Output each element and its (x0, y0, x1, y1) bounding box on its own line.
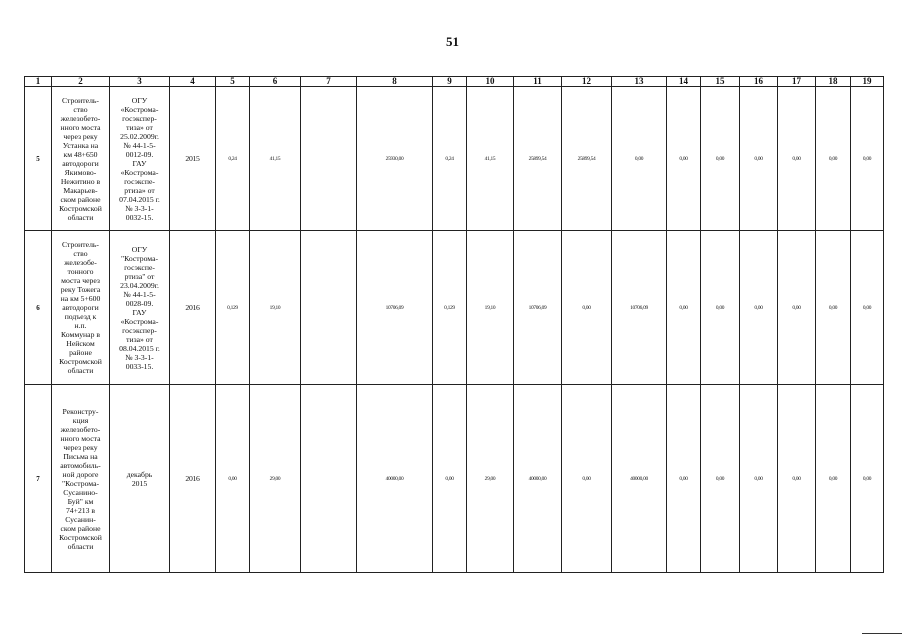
cell-text-line: «Кострома- (120, 316, 159, 326)
cell-text-line: Устанка на (62, 140, 99, 150)
cell-value: 0,00 (562, 231, 612, 385)
cell-text-line: кция (72, 415, 89, 425)
col-header: 17 (778, 77, 816, 87)
cell-value: 0,24 (216, 87, 250, 231)
page-number: 51 (446, 34, 459, 49)
col-header: 13 (612, 77, 667, 87)
cell-text-line: № 3-3-1- (125, 352, 154, 362)
row-number: 5 (25, 87, 52, 231)
cell-value: 0,00 (612, 87, 667, 231)
cell-text-line: «Кострома- (120, 167, 159, 177)
col-header: 7 (301, 77, 357, 87)
cell-text-line: Буй" км (67, 496, 94, 506)
col-header: 11 (514, 77, 562, 87)
cell-text-line: железобе- (64, 258, 97, 267)
bottom-edge-line (862, 633, 902, 635)
cell-value: 0,00 (667, 385, 701, 573)
cell-value (301, 87, 357, 231)
cell-text-line: госэкспер- (122, 113, 157, 123)
cell-text-line: госэкспе- (124, 262, 155, 272)
col-header: 15 (701, 77, 740, 87)
cell-value: 25899,54 (562, 87, 612, 231)
cell-text-line: ГАУ (132, 158, 147, 168)
cell-text-line: тиза» от (126, 334, 153, 344)
cell-value: 25930,00 (357, 87, 433, 231)
cell-text-line: 0028-09. (125, 298, 154, 308)
cell-value: 0,00 (778, 231, 816, 385)
cell-value: 0,00 (701, 385, 740, 573)
col-header: 4 (170, 77, 216, 87)
cell-text-line: Нежитино в (60, 176, 101, 186)
cell-value: 0,00 (816, 385, 851, 573)
cell-text-line: "Кострома- (120, 253, 159, 263)
cell-value: 29,00 (250, 385, 301, 573)
cell-text-line: ОГУ (131, 95, 148, 105)
cell-value: 0,00 (851, 87, 884, 231)
col-header: 9 (433, 77, 467, 87)
cell-text-line: тонного (67, 267, 94, 276)
col-header: 1 (25, 77, 52, 87)
cell-value: 19,10 (250, 231, 301, 385)
cell-value: 2015 (170, 87, 216, 231)
table-row (25, 87, 884, 231)
cell-value: 25899,54 (514, 87, 562, 231)
cell-text-line: моста через (61, 276, 100, 285)
cell-text-line: госэкспер- (122, 325, 157, 335)
cell-text-line: Макарьев- (63, 185, 98, 195)
col-header: 6 (250, 77, 301, 87)
cell-text-line: автодороги (62, 158, 99, 168)
cell-value: 0,00 (667, 231, 701, 385)
cell-value: 0,00 (740, 385, 778, 573)
cell-text-line: 25.02.2009г. (120, 131, 159, 141)
cell-text-line: Сусанин- (65, 514, 96, 524)
cell-value (301, 385, 357, 573)
cell-text-line: 08.04.2015 г. (119, 343, 160, 353)
cell-value: 29,00 (467, 385, 514, 573)
col-header: 2 (52, 77, 110, 87)
cell-value: 0,00 (816, 231, 851, 385)
cell-text-line: декабрь (126, 469, 153, 479)
cell-text-line: ртиза" от (124, 271, 155, 281)
cell-text-line: ском районе (60, 194, 101, 204)
cell-value: 10706,09 (514, 231, 562, 385)
cell-value: 2016 (170, 231, 216, 385)
cell-text-line: железобето- (60, 424, 101, 434)
cell-text-line: 0032-15. (125, 212, 154, 222)
cell-text-line: Костромской (59, 532, 102, 542)
cell-text-line: автодороги (62, 303, 99, 312)
cell-value: 0,00 (433, 385, 467, 573)
cell-value: 19,10 (467, 231, 514, 385)
cell-value: 41,15 (467, 87, 514, 231)
cell-value: 0,00 (701, 231, 740, 385)
cell-value (301, 231, 357, 385)
row-number: 7 (25, 385, 52, 573)
cell-value: 0,24 (433, 87, 467, 231)
cell-text-line: ртиза» от (124, 185, 155, 195)
cell-text-line: железобето- (60, 113, 101, 123)
cell-text-line: 23.04.2009г. (120, 280, 159, 290)
cell-value: 10706,09 (612, 231, 667, 385)
cell-text-line: № 44-1-5- (123, 140, 156, 150)
cell-text-line: районе (69, 348, 92, 357)
cell-text-line: области (67, 541, 94, 551)
cell-text-line: ском районе (60, 523, 101, 533)
cell-text-line: Сусанино- (63, 487, 98, 497)
cell-text-line: 74+213 в (65, 505, 96, 515)
cell-text-line: области (67, 212, 94, 222)
cell-text-line: Строитель- (62, 240, 99, 249)
col-header: 16 (740, 77, 778, 87)
col-header: 14 (667, 77, 701, 87)
cell-value: 2016 (170, 385, 216, 573)
cell-value: 0,129 (216, 231, 250, 385)
cell-text-line: н.п. (74, 321, 87, 330)
cell-text-line: Письма на (63, 451, 98, 461)
object-name (52, 87, 110, 231)
cell-text-line: нного моста (60, 122, 101, 132)
table-row (25, 385, 884, 573)
cell-text-line: Коммунар в (61, 330, 100, 339)
cell-value: 0,129 (433, 231, 467, 385)
cell-text-line: подъезд к (64, 312, 97, 321)
cell-value: 0,00 (778, 385, 816, 573)
cell-value: 0,00 (816, 87, 851, 231)
col-header: 18 (816, 77, 851, 87)
expertise-info (110, 87, 170, 231)
cell-text-line: Костромской (59, 203, 102, 213)
cell-text-line: тиза» от (126, 122, 153, 132)
cell-value: 0,00 (851, 385, 884, 573)
cell-text-line: через реку (63, 442, 98, 452)
cell-text-line: через реку (63, 131, 98, 141)
investment-table (24, 76, 884, 573)
cell-value: 0,00 (701, 87, 740, 231)
col-header: 3 (110, 77, 170, 87)
cell-value: 0,00 (216, 385, 250, 573)
table-row (25, 231, 884, 385)
row-number: 6 (25, 231, 52, 385)
expertise-info (110, 385, 170, 573)
col-header: 10 (467, 77, 514, 87)
cell-value: 0,00 (851, 231, 884, 385)
col-header: 5 (216, 77, 250, 87)
col-header: 19 (851, 77, 884, 87)
cell-value: 41,15 (250, 87, 301, 231)
cell-text-line: № 44-1-5- (123, 289, 156, 299)
cell-text-line: км 48+650 (63, 149, 98, 159)
cell-text-line: ство (73, 104, 88, 114)
cell-text-line: ной дороге (62, 469, 99, 479)
cell-text-line: Реконстру- (62, 406, 99, 416)
cell-value: 0,00 (778, 87, 816, 231)
cell-text-line: «Кострома- (120, 104, 159, 114)
cell-text-line: области (67, 366, 94, 375)
col-header: 8 (357, 77, 433, 87)
cell-text-line: Нейском (66, 339, 95, 348)
cell-text-line: 2015 (131, 478, 148, 488)
cell-text-line: автомобиль- (60, 460, 101, 470)
cell-value: 0,00 (740, 87, 778, 231)
cell-value: 0,00 (740, 231, 778, 385)
cell-value: 40000,00 (514, 385, 562, 573)
expertise-info (110, 231, 170, 385)
cell-value: 10706,09 (357, 231, 433, 385)
cell-text-line: реку Тожега (60, 285, 101, 294)
col-header: 12 (562, 77, 612, 87)
cell-text-line: Якимово- (64, 167, 97, 177)
cell-text-line: ГАУ (132, 307, 147, 317)
cell-value: 0,00 (562, 385, 612, 573)
cell-value: 0,00 (667, 87, 701, 231)
cell-text-line: Костромской (59, 357, 102, 366)
cell-text-line: 0012-09. (125, 149, 154, 159)
cell-text-line: № 3-3-1- (125, 203, 154, 213)
cell-value: 40000,00 (357, 385, 433, 573)
cell-text-line: нного моста (60, 433, 101, 443)
cell-text-line: ство (73, 249, 88, 258)
cell-text-line: 07.04.2015 г. (119, 194, 160, 204)
header-row (25, 77, 884, 87)
cell-value: 40000,00 (612, 385, 667, 573)
cell-text-line: Строитель- (62, 95, 99, 105)
cell-text-line: 0033-15. (125, 361, 154, 371)
cell-text-line: госэкспе- (124, 176, 155, 186)
cell-text-line: на км 5+600 (60, 294, 101, 303)
cell-text-line: ОГУ (131, 244, 148, 254)
cell-text-line: "Кострома- (61, 478, 100, 488)
object-name (52, 385, 110, 573)
object-name (52, 231, 110, 385)
